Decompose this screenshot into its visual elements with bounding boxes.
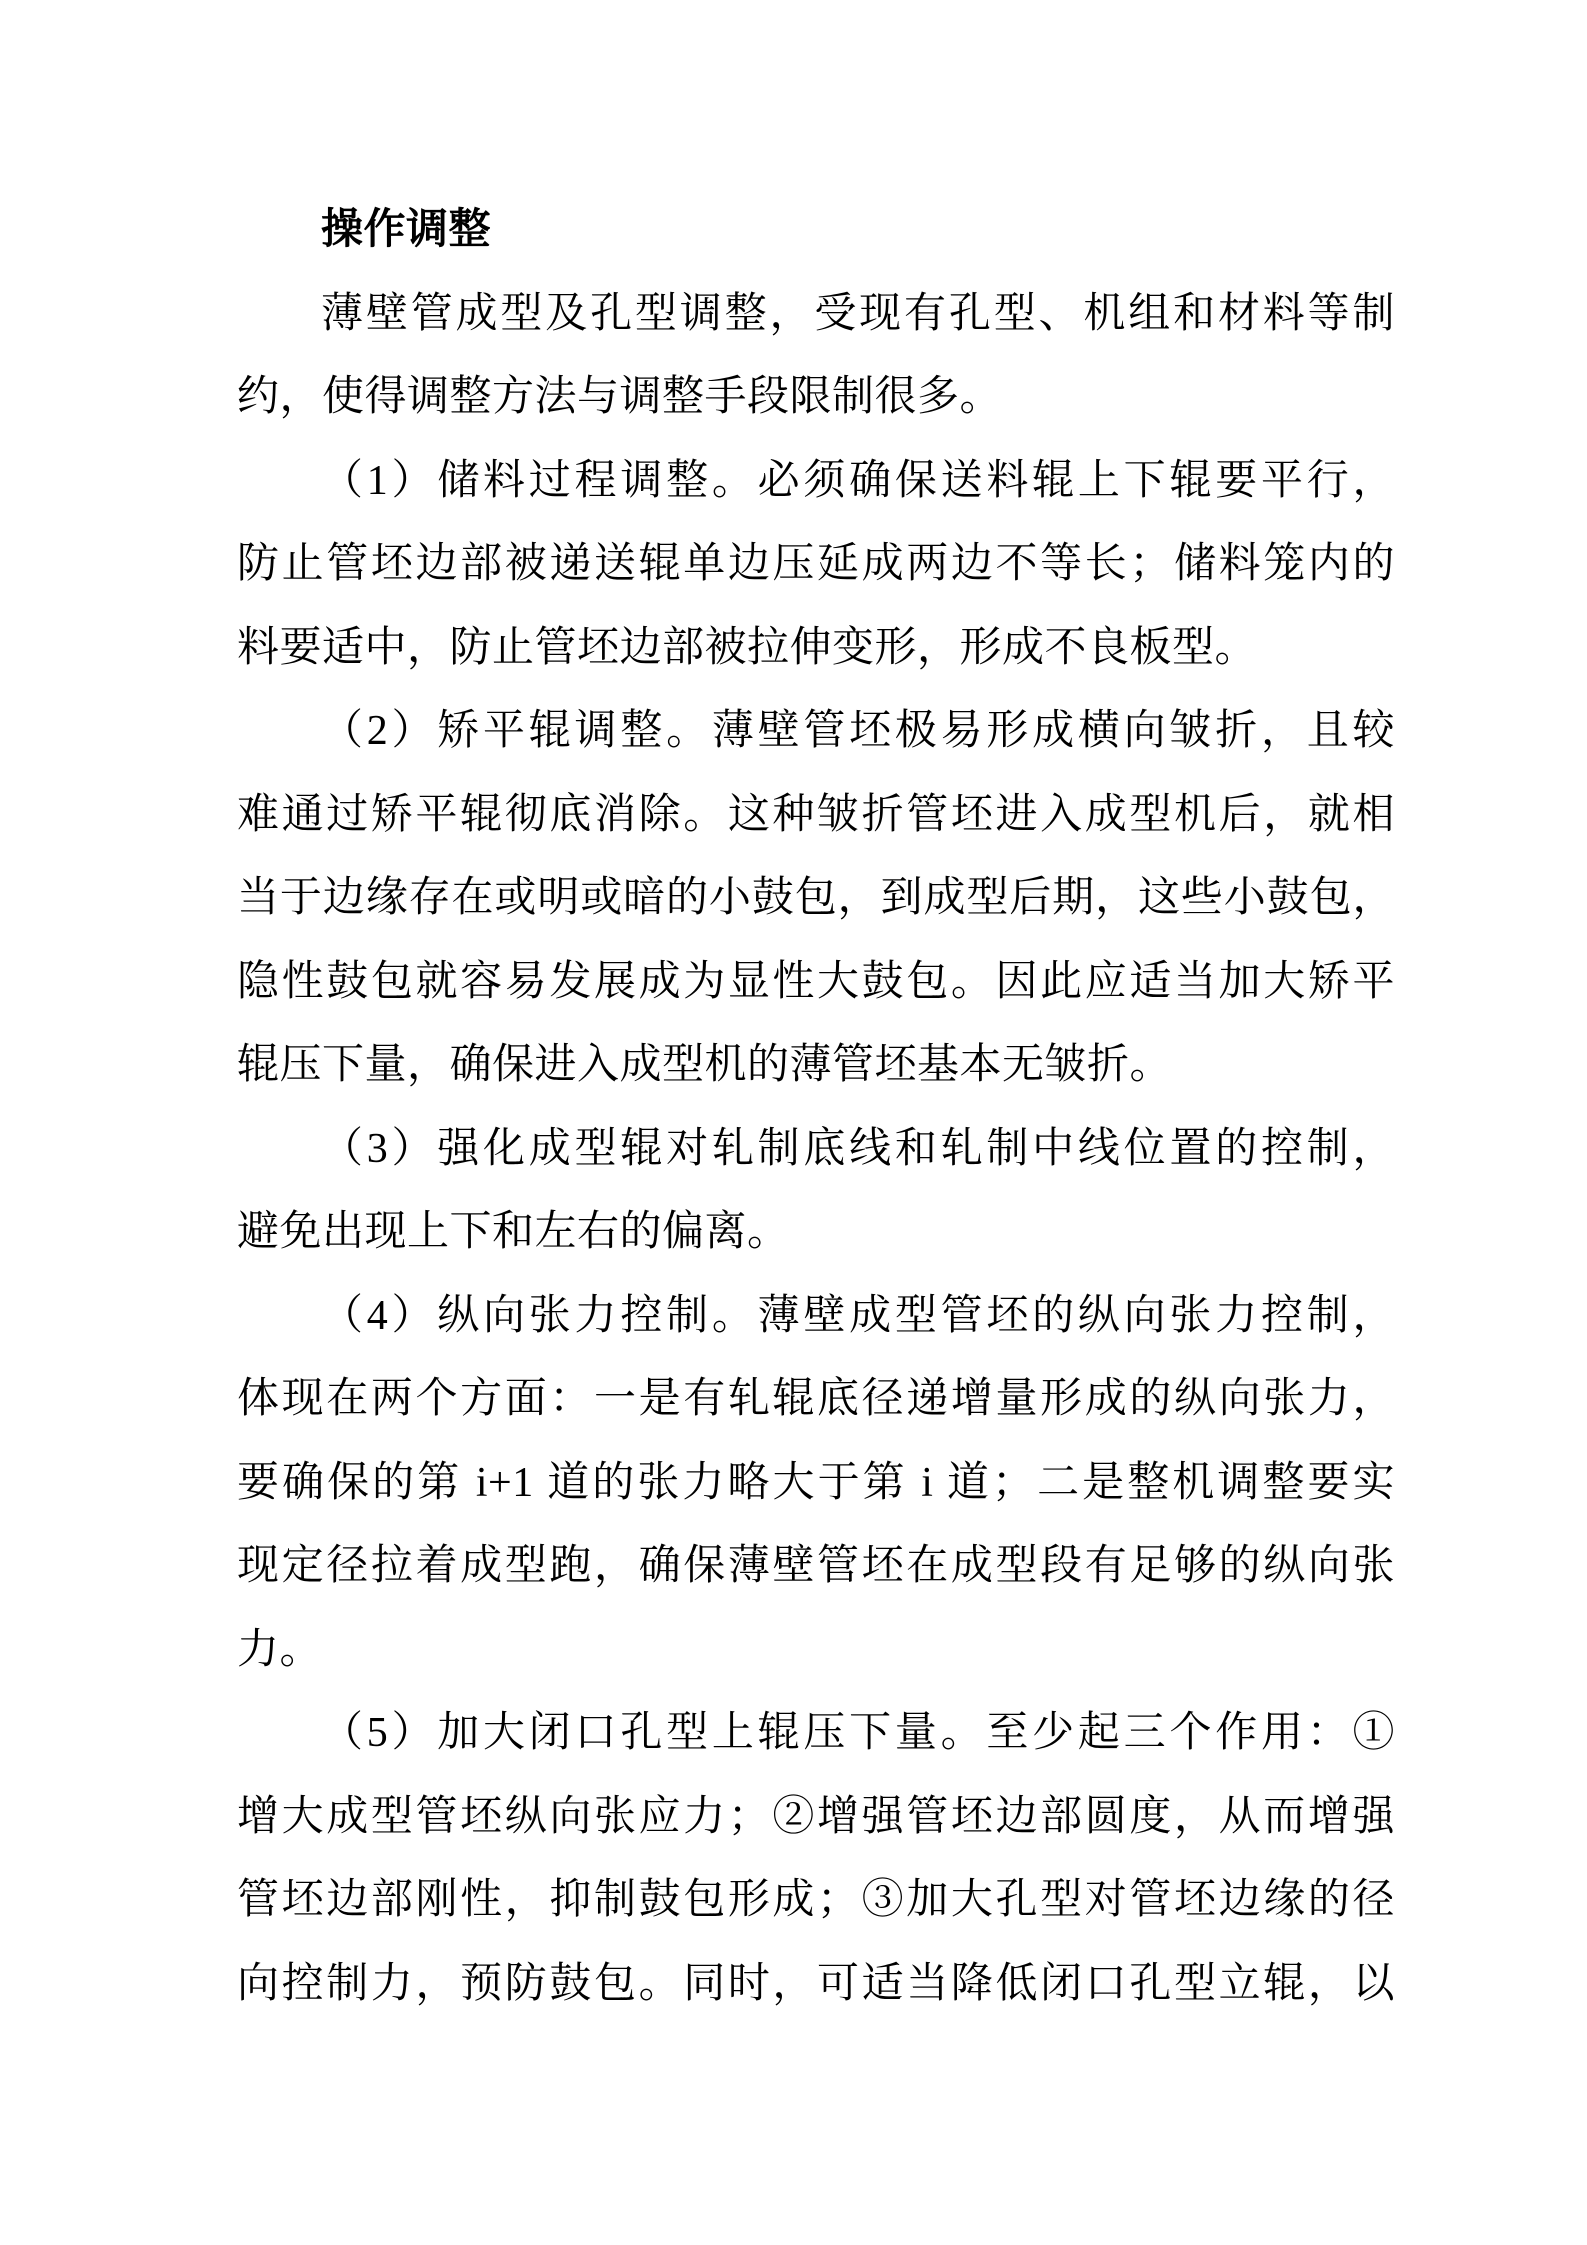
text-line-paragraph-start: （1）储料过程调整。必须确保送料辊上下辊要平行， (321, 457, 1395, 504)
text-line: 薄壁管成型及孔型调整，受现有孔型、机组和材料等制 (321, 290, 1395, 337)
text-line-paragraph-start: （3）强化成型辊对轧制底线和轧制中线位置的控制， (321, 1125, 1395, 1172)
text-line-paragraph-end: 避免出现上下和左右的偏离。 (237, 1209, 790, 1255)
text-line: 隐性鼓包就容易发展成为显性大鼓包。因此应适当加大矫平 (237, 958, 1395, 1005)
text-line: 难通过矫平辊彻底消除。这种皱折管坯进入成型机后，就相 (237, 791, 1395, 838)
text-line: 防止管坯边部被递送辊单边压延成两边不等长；储料笼内的 (237, 541, 1395, 587)
text-line: 管坯边部刚性，抑制鼓包形成；③加大孔型对管坯边缘的径 (237, 1877, 1395, 1923)
text-line: 增大成型管坯纵向张应力；②增强管坯边部圆度，从而增强 (237, 1793, 1395, 1840)
text-line-paragraph-start: （5）加大闭口孔型上辊压下量。至少起三个作用：① (321, 1710, 1395, 1756)
text-line: 体现在两个方面：一是有轧辊底径递增量形成的纵向张力， (237, 1376, 1395, 1422)
text-line-paragraph-start: （4）纵向张力控制。薄壁成型管坯的纵向张力控制， (321, 1292, 1395, 1339)
text-line: 当于边缘存在或明或暗的小鼓包，到成型后期，这些小鼓包， (237, 875, 1395, 921)
text-line-paragraph-start: （2）矫平辊调整。薄壁管坯极易形成横向皱折，且较 (321, 708, 1395, 754)
document-title: 操作调整 (321, 207, 492, 253)
document-body (237, 189, 1395, 2026)
text-line: 要确保的第 i+1 道的张力略大于第 i 道；二是整机调整要实 (237, 1459, 1395, 1506)
text-line: 向控制力，预防鼓包。同时，可适当降低闭口孔型立辊，以 (237, 1960, 1395, 2007)
text-line-paragraph-end: 料要适中，防止管坯边部被拉伸变形，形成不良板型。 (237, 624, 1258, 671)
text-line-paragraph-end: 约，使得调整方法与调整手段限制很多。 (237, 374, 1003, 420)
text-line: 现定径拉着成型跑，确保薄壁管坯在成型段有足够的纵向张 (237, 1543, 1395, 1589)
text-line-paragraph-end: 力。 (237, 1626, 323, 1673)
text-line-paragraph-end: 辊压下量，确保进入成型机的薄管坯基本无皱折。 (237, 1042, 1173, 1088)
